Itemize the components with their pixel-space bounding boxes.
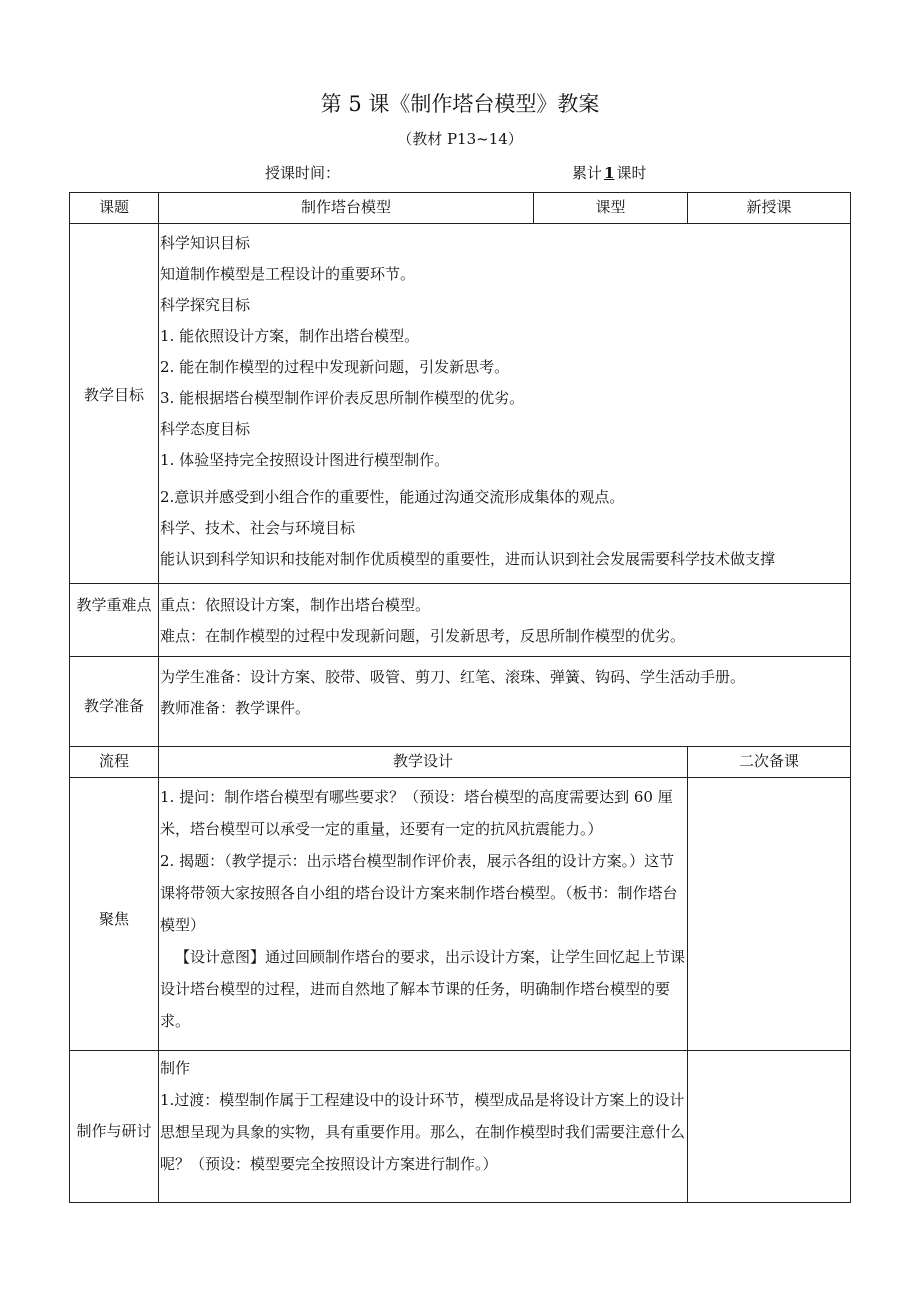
preparation-content xyxy=(160,662,850,724)
objective-line: 知道制作模型是工程设计的重要环节。 xyxy=(160,265,416,283)
preparation-label: 教学准备 xyxy=(83,697,144,715)
teacher-prep-line: 教师准备：教学课件。 xyxy=(160,699,311,717)
type-label: 课型 xyxy=(595,198,626,216)
key-points-label: 教学重难点 xyxy=(76,596,152,614)
revision-col-header: 二次备课 xyxy=(738,752,799,770)
making-transition: 1.过渡：模型制作属于工程建设中的设计环节，模型成品是将设计方案上的设计思想呈现为具象的实物，具有重要作用。那么，在制作模型时我们需要注意什么呢？（预设：模型要完全按照设计方案进行制作。） xyxy=(160,1091,686,1173)
design-col-header: 教学设计 xyxy=(392,752,453,770)
objective-line: 科学态度目标 xyxy=(160,420,251,438)
flow-col-header: 流程 xyxy=(98,752,129,770)
objective-line: 能认识到科学知识和技能对制作优质模型的重要性，进而认识到社会发展需要科学技术做支撑 xyxy=(160,550,776,568)
page-title: 第 5 课《制作塔台模型》教案 xyxy=(320,92,600,116)
key-point-line: 重点：依照设计方案，制作出塔台模型。 xyxy=(160,596,431,614)
making-content xyxy=(160,1052,686,1180)
objective-line: 2.意识并感受到小组合作的重要性，能通过沟通交流形成集体的观点。 xyxy=(160,488,625,506)
topic-label: 课题 xyxy=(98,198,129,216)
type-value: 新授课 xyxy=(746,198,792,216)
hours-value: 1 xyxy=(604,164,615,182)
difficult-point-line: 难点：在制作模型的过程中发现新问题，引发新思考，反思所制作模型的优劣。 xyxy=(160,627,686,645)
topic-value: 制作塔台模型 xyxy=(300,198,391,216)
objective-line: 科学、技术、社会与环境目标 xyxy=(160,519,356,537)
making-heading: 制作 xyxy=(160,1059,191,1077)
objective-line: 1. 体验坚持完全按照设计图进行模型制作。 xyxy=(160,451,450,469)
objectives-label: 教学目标 xyxy=(84,386,145,404)
focus-content xyxy=(160,781,686,1037)
objectives-content xyxy=(160,228,850,582)
hours-suffix: 课时 xyxy=(616,164,647,182)
page-subtitle: （教材 P13~14） xyxy=(397,130,523,148)
making-label: 制作与研讨 xyxy=(76,1122,152,1140)
focus-reveal: 2. 揭题：（教学提示：出示塔台模型制作评价表，展示各组的设计方案。）这节课将带领大家按照各自小组的塔台设计方案来制作塔台模型。（板书：制作塔台模型） xyxy=(160,852,678,934)
objective-line: 3. 能根据塔台模型制作评价表反思所制作模型的优劣。 xyxy=(160,389,525,407)
focus-question: 1. 提问：制作塔台模型有哪些要求？（预设：塔台模型的高度需要达到 60 厘米，塔台模型可以承受一定的重量，还要有一定的抗风抗震能力。） xyxy=(160,788,673,838)
key-points-content xyxy=(160,590,850,652)
total-hours xyxy=(572,162,646,183)
hours-prefix: 累计 xyxy=(572,164,603,182)
focus-label: 聚焦 xyxy=(98,910,129,928)
student-prep-line: 为学生准备：设计方案、胶带、吸管、剪刀、红笔、滚珠、弹簧、钩码、学生活动手册。 xyxy=(160,668,746,686)
objective-line: 科学知识目标 xyxy=(160,234,251,252)
objective-line: 1. 能依照设计方案，制作出塔台模型。 xyxy=(160,327,420,345)
objective-line: 科学探究目标 xyxy=(160,296,251,314)
teaching-time-label: 授课时间： xyxy=(265,164,341,182)
objective-line: 2. 能在制作模型的过程中发现新问题，引发新思考。 xyxy=(160,358,510,376)
design-intent: 【设计意图】通过回顾制作塔台的要求，出示设计方案，让学生回忆起上节课设计塔台模型的过程，进而自然地了解本节课的任务，明确制作塔台模型的要求。 xyxy=(160,948,686,1030)
